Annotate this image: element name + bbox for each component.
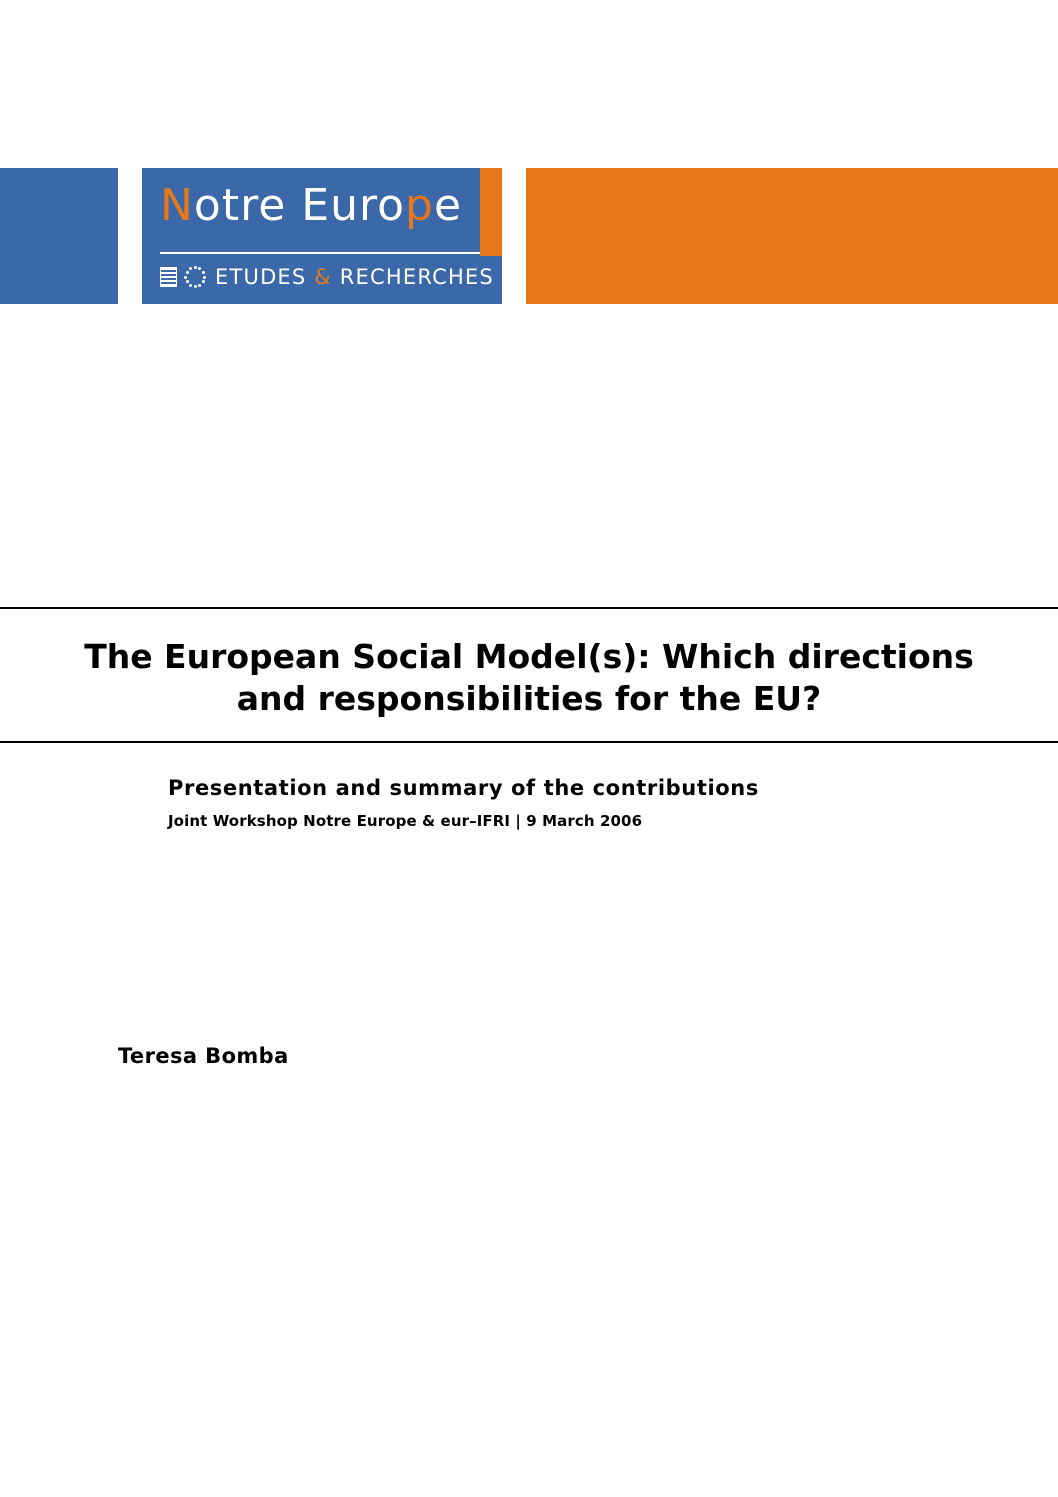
document-subtitle: Presentation and summary of the contributions [168, 776, 759, 800]
logo-subline [160, 260, 494, 294]
book-icon [160, 267, 177, 287]
title-rule-top [0, 607, 1058, 609]
banner-orange-right-block [526, 168, 1058, 304]
document-author: Teresa Bomba [118, 1044, 289, 1068]
logo-subline-text [215, 265, 494, 289]
logo-subline-suffix: RECHERCHES [331, 265, 494, 289]
page-title: The European Social Model(s): Which directions and responsibilities for the EU? [84, 637, 974, 719]
logo-wordmark [160, 180, 462, 231]
header-banner [0, 168, 1058, 304]
notre-europe-logo [142, 168, 502, 304]
banner-gap-left [118, 168, 142, 304]
banner-blue-left-block [0, 168, 118, 304]
logo-orange-tab [480, 168, 502, 256]
logo-wordmark-n: N [160, 180, 194, 231]
document-meta: Joint Workshop Notre Europe & eur–IFRI | 9 March 2006 [168, 812, 643, 830]
logo-wordmark-end: e [433, 180, 463, 231]
logo-wordmark-mid: otre Euro [193, 180, 406, 231]
eu-stars-icon [184, 266, 206, 288]
logo-subline-prefix: ETUDES [215, 265, 315, 289]
banner-gap-right [502, 168, 526, 304]
logo-wordmark-p: p [405, 180, 434, 231]
logo-subline-ampersand: & [314, 265, 332, 289]
logo-divider [160, 252, 480, 254]
title-rule-bottom [0, 741, 1058, 743]
